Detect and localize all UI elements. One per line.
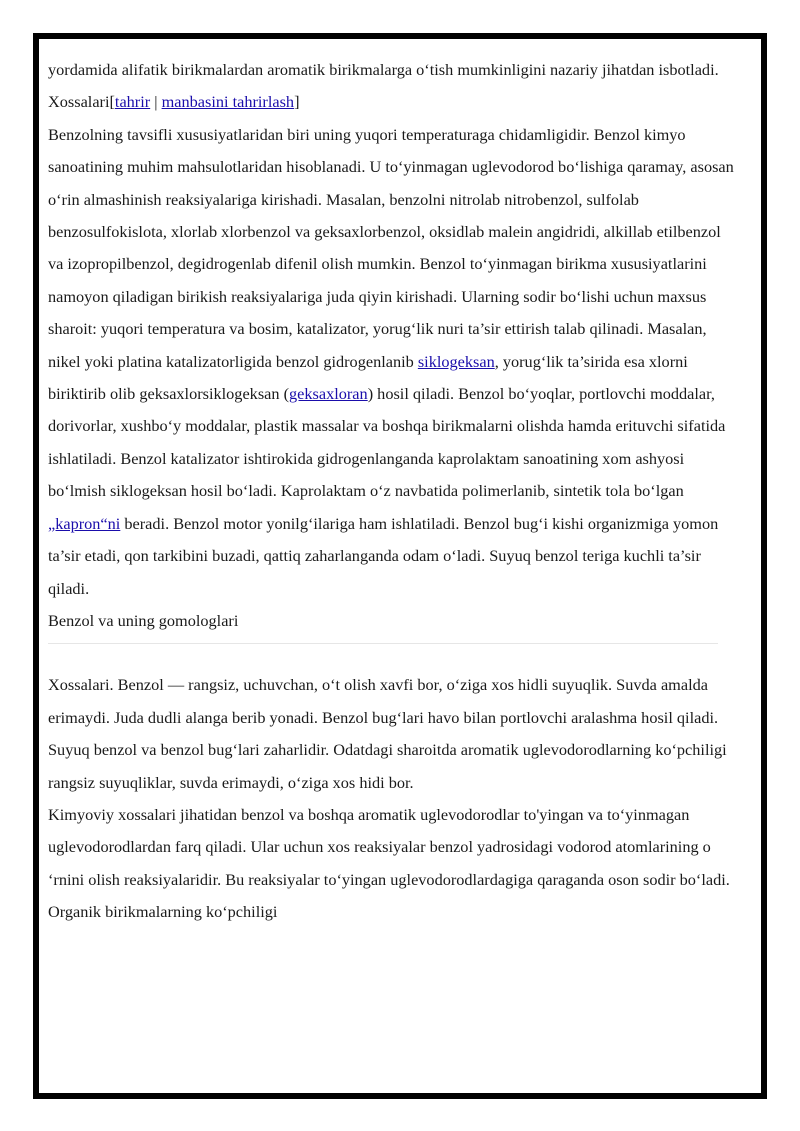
bracket-open: [ bbox=[109, 92, 115, 112]
paragraph-text-part2: , yorug‘lik ta’sirida esa xlorni biriktirib olib geksaxlorsiklogeksan ( bbox=[48, 351, 688, 404]
section-divider bbox=[48, 643, 718, 644]
bracket-close: ] bbox=[294, 92, 300, 112]
paragraph-benzene-properties bbox=[48, 119, 738, 605]
section-heading-homologues: Benzol va uning gomologlari bbox=[48, 610, 239, 630]
siklogeksan-link[interactable]: siklogeksan bbox=[417, 351, 495, 371]
paragraph-physical-properties: Xossalari. Benzol — rangsiz, uchuvchan, o‘t olish xavfi bor, o‘ziga xos hidli suyuqlik. Suvda amalda erimaydi. Juda dudli alanga berib yonadi. Benzol bug‘lari havo bilan portlovchi aralashma hosil qiladi. Suyuq benzol va benzol bug‘lari zaharlidir. Odatdagi sharoitda aromatik uglevodorodlarning ko‘pchiligi rangsiz suyuqliklar, suvda erimaydi, o‘ziga xos hidi bor. bbox=[48, 675, 727, 792]
edit-link[interactable]: tahrir bbox=[114, 92, 151, 112]
link-separator: | bbox=[150, 92, 162, 112]
section-heading-properties bbox=[48, 86, 738, 118]
edit-source-link[interactable]: manbasini tahrirlash bbox=[161, 92, 295, 112]
paragraph-text-part1: Benzolning tavsifli xususiyatlaridan biri uning yuqori temperaturaga chidamligidir. Benzol kimyo sanoatining muhim mahsulotlaridan hisoblanadi. U to‘yinmagan uglevodorod bo‘lishiga qaramay, asosan o‘rin almashinish reaksiyalariga kirishadi. Masalan, benzolni nitrolab nitrobenzol, sulfolab benzosulfokislota, xlorlab xlorbenzol va geksaxlorbenzol, oksidlab malein angidridi, alkillab etilbenzol va izopropilbenzol, degidrogenlab difenil olish mumkin. Benzol to‘yinmagan birikma xususiyatlarini namoyon qiladigan birikish reaksiyalariga juda qiyin kirishadi. Ularning sodir bo‘lishi uchun maxsus sharoit: yuqori temperatura va bosim, katalizator, yorug‘lik nuri ta’sir ettirish talab qilinadi. Masalan, nikel yoki platina katalizatorligida benzol gidrogenlanib bbox=[48, 124, 734, 371]
geksaxloran-link[interactable]: geksaxloran bbox=[289, 384, 368, 404]
paragraph-intro: yordamida alifatik birikmalardan aromatik birikmalarga o‘tish mumkinligini nazariy jihatdan isbotladi. bbox=[48, 60, 719, 79]
document-body bbox=[48, 54, 738, 929]
paragraph-chemical-properties: Kimyoviy xossalari jihatidan benzol va boshqa aromatik uglevodorodlar to'yingan va to‘yinmagan uglevodorodlardan farq qiladi. Ular uchun xos reaksiyalar benzol yadrosidagi vodorod atomlarining o ‘rnini olish reaksiyalaridir. Bu reaksiyalar to‘yingan uglevodorodlardagiga qaraganda oson sodir bo‘ladi. Organik birikmalarning ko‘pchiligi bbox=[48, 804, 730, 922]
paragraph-text-part4: beradi. Benzol motor yonilg‘ilariga ham ishlatiladi. Benzol bug‘i kishi organizmiga yomon ta’sir etadi, qon tarkibini buzadi, qattiq zaharlanganda odam o‘ladi. Suyuq benzol teriga kuchli ta’sir qiladi. bbox=[48, 513, 719, 598]
paragraph-text-part3: ) hosil qiladi. Benzol bo‘yoqlar, portlovchi moddalar, dorivorlar, xushbo‘y moddalar, plastik massalar va boshqa birikmalarni olishda hamda erituvchi sifatida ishlatiladi. Benzol katalizator ishtirokida gidrogenlanganda kaprolaktam sanoatining xom ashyosi bo‘lmish siklogeksan hosil bo‘ladi. Kaprolaktam o‘z navbatida polimerlanib, sintetik tola bo‘lgan bbox=[48, 384, 726, 501]
section-heading-text: Xossalari bbox=[48, 92, 110, 112]
kapron-link[interactable]: „kapron“ni bbox=[48, 513, 121, 533]
